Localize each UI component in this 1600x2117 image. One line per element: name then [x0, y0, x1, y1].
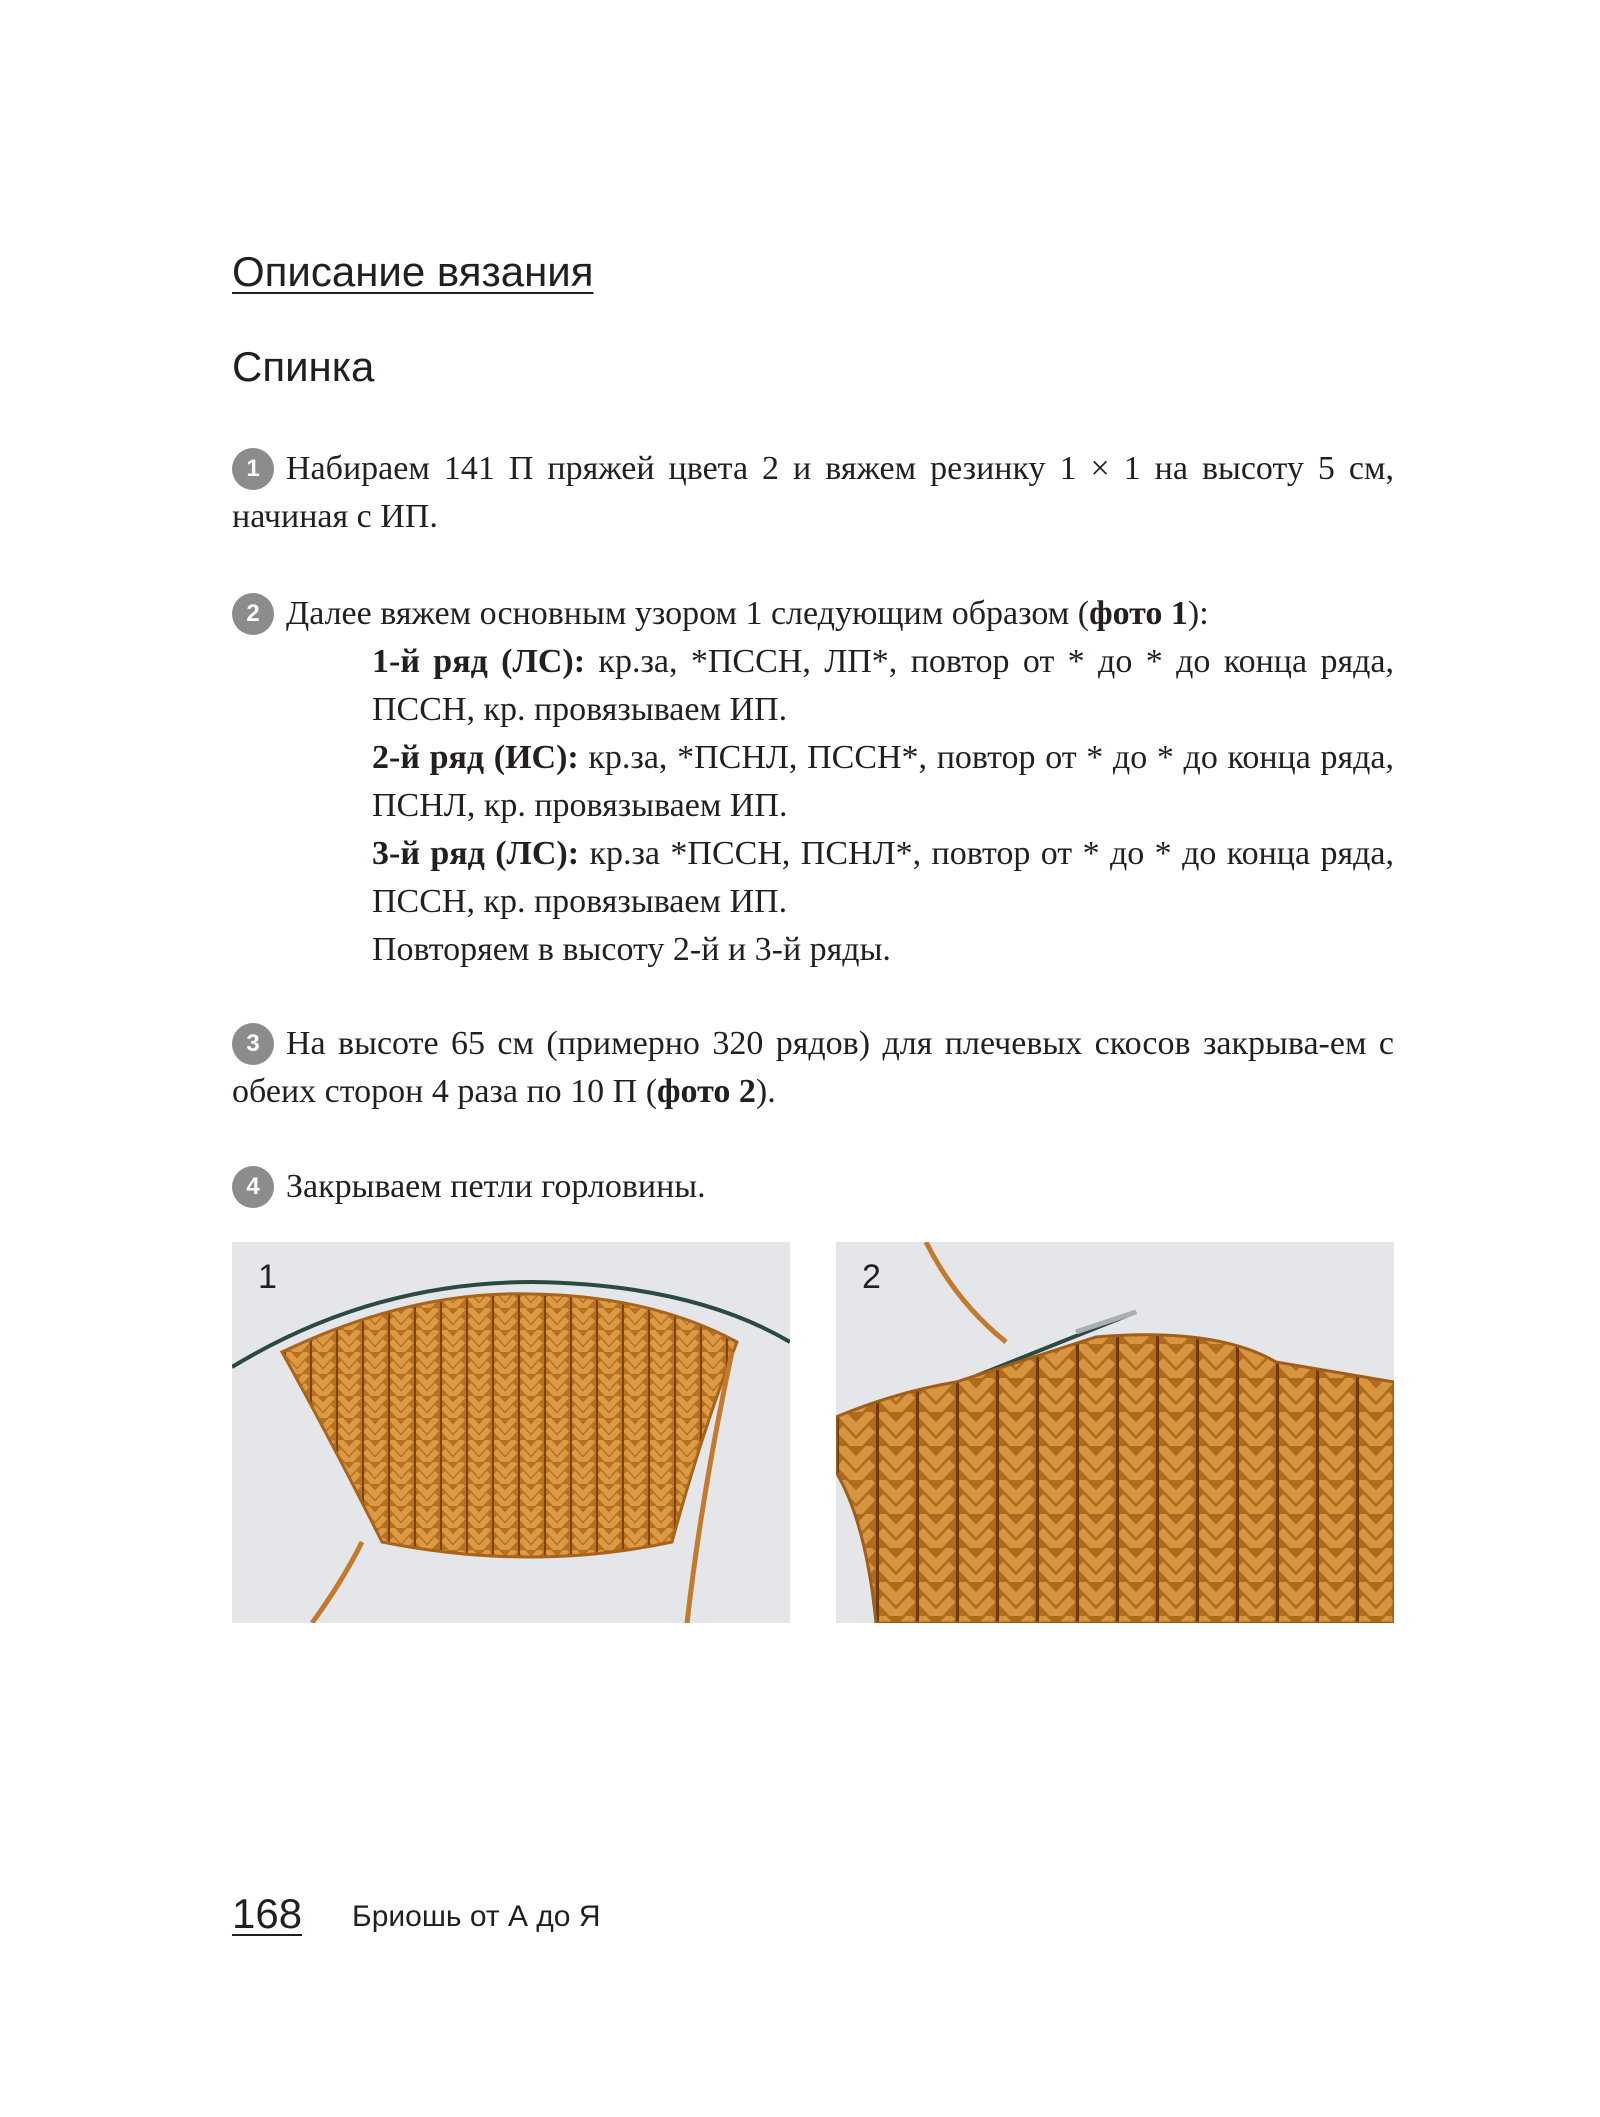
subsection-title: Спинка	[232, 343, 375, 390]
row-text: кр.за, *ПССН, ЛП*, повтор от * до * до конца ряда, ПССН, кр. провязываем ИП.	[372, 643, 1394, 728]
row-instruction	[372, 734, 1394, 830]
photo-reference: фото 2	[657, 1073, 756, 1110]
photo-label: 1	[258, 1258, 277, 1296]
step-text: Набираем 141 П пряжей цвета 2 и вяжем резинку 1 × 1 на высоту 5 см, начиная с ИП.	[232, 450, 1394, 535]
step-text: Закрываем петли горловины.	[286, 1168, 706, 1205]
row-instruction	[372, 830, 1394, 926]
step-text: На высоте 65 см (примерно 320 рядов) для плечевых скосов закрыва-ем с обеих сторон 4 раза по 10 П (	[232, 1025, 1394, 1110]
row-label: 3-й ряд (ЛС):	[372, 835, 580, 872]
running-title: Бриошь от А до Я	[352, 1900, 601, 1933]
step-number-badge: 1	[232, 448, 274, 490]
step-text-end: ).	[755, 1073, 776, 1110]
row-label: 2-й ряд (ИС):	[372, 739, 579, 776]
step-number-badge: 4	[232, 1166, 274, 1208]
photo-reference: фото 1	[1089, 595, 1188, 632]
step-intro: Далее вяжем основным узором 1 следующим образом (	[286, 595, 1090, 632]
knitted-swatch-illustration	[836, 1242, 1394, 1623]
section-title: Описание вязания	[232, 248, 594, 295]
row-instruction	[372, 638, 1394, 734]
step-number-badge: 2	[232, 593, 274, 635]
knitting-photo-1	[232, 1242, 790, 1623]
knitted-swatch-illustration	[232, 1242, 790, 1623]
page-number: 168	[232, 1890, 303, 1937]
row-instructions	[372, 638, 1394, 974]
step-2	[232, 590, 1394, 974]
row-text: кр.за, *ПСНЛ, ПССН*, повтор от * до * до конца ряда, ПСНЛ, кр. провязываем ИП.	[372, 739, 1394, 824]
step-1	[232, 445, 1394, 541]
step-3	[232, 1020, 1394, 1116]
row-text: кр.за *ПССН, ПСНЛ*, повтор от * до * до конца ряда, ПССН, кр. провязываем ИП.	[372, 835, 1394, 920]
repeat-instruction: Повторяем в высоту 2-й и 3-й ряды.	[372, 931, 891, 968]
step-4	[232, 1163, 1394, 1211]
step-number-badge: 3	[232, 1023, 274, 1065]
row-label: 1-й ряд (ЛС):	[372, 643, 586, 680]
knitting-photo-2	[836, 1242, 1394, 1623]
step-intro-end: ):	[1187, 595, 1209, 632]
photo-label: 2	[862, 1258, 881, 1296]
